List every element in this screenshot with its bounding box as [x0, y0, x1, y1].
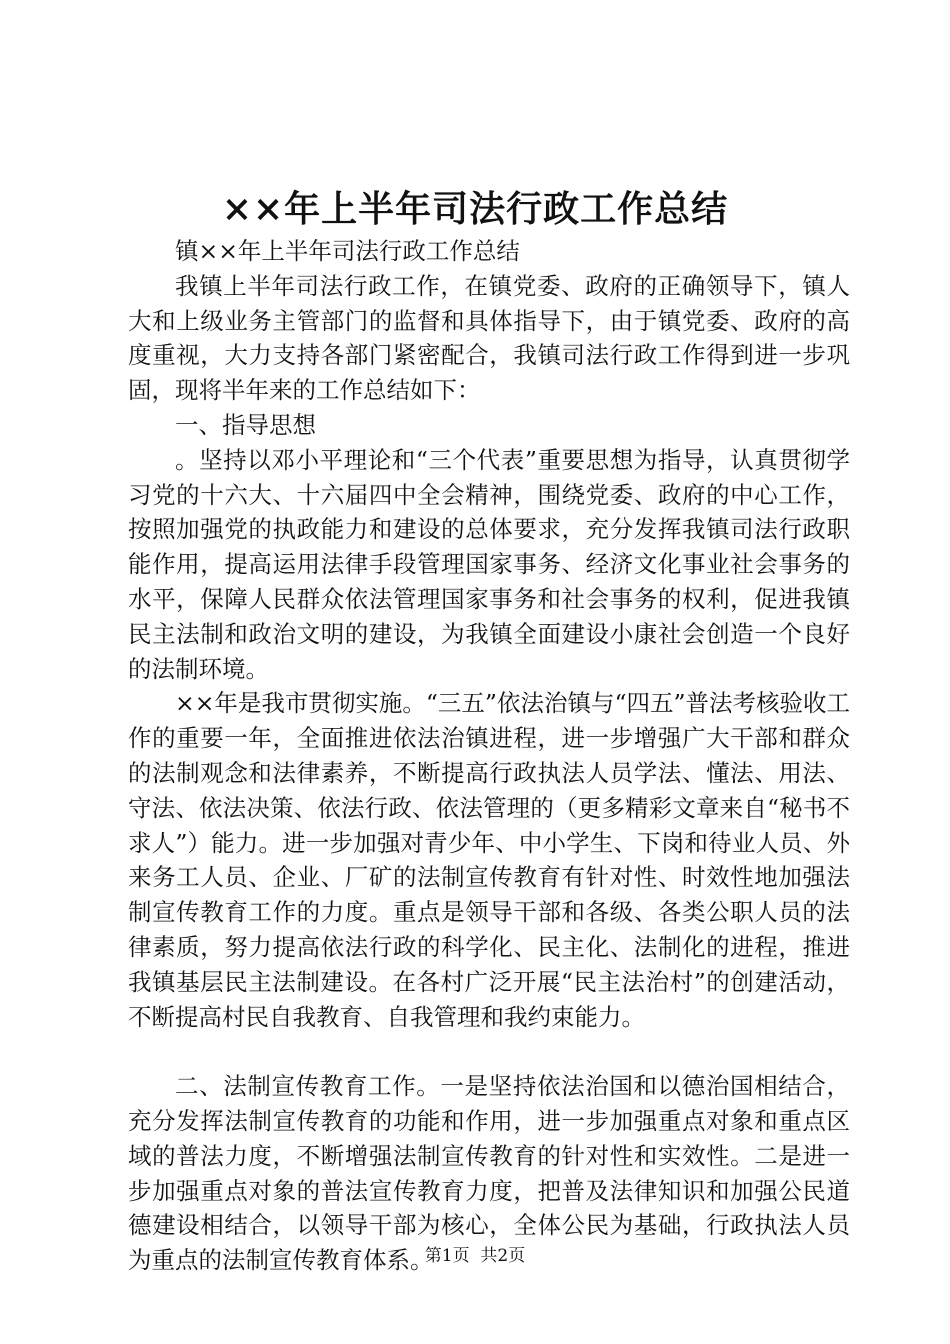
document-body — [128, 234, 850, 1278]
guiding-thought-paragraph: 。坚持以邓小平理论和“三个代表”重要思想为指导，认真贯彻学习党的十六大、十六届四中全会精神，围绕党委、政府的中心工作，按照加强党的执政能力和建设的总体要求，充分发挥我镇司法行政职能作用，提高运用法律手段管理国家事务、经济文化事业社会事务的水平，保障人民群众依法管理国家事务和社会事务的权利，促进我镇民主法制和政治文明的建设，为我镇全面建设小康社会创造一个良好的法制环境。 — [128, 445, 850, 683]
page-footer — [0, 1244, 950, 1268]
page-number: 第1页 — [424, 1246, 470, 1266]
section-heading-guiding-thought: 一、指导思想 — [175, 410, 316, 439]
subtitle-paragraph: 镇××年上半年司法行政工作总结 — [175, 237, 520, 265]
legal-education-paragraph: 二、法制宣传教育工作。一是坚持依法治国和以德治国相结合，充分发挥法制宣传教育的功能和作用，进一步加强重点对象和重点区域的普法力度，不断增强法制宣传教育的针对性和实效性。二是进一步加强重点对象的普法宣传教育力度，把普及法律知识和加强公民道德建设相结合，以领导干部为核心，全体公民为基础，行政执法人员为重点的法制宣传教育体系。 — [128, 1072, 850, 1275]
page-total: 共2页 — [480, 1246, 526, 1266]
document-title: ××年上半年司法行政工作总结 — [221, 188, 729, 230]
intro-paragraph: 我镇上半年司法行政工作，在镇党委、政府的正确领导下，镇人大和上级业务主管部门的监督和具体指导下，由于镇党委、政府的高度重视，大力支持各部门紧密配合，我镇司法行政工作得到进一步巩固，现将半年来的工作总结如下： — [128, 271, 850, 405]
annual-plan-paragraph: ××年是我市贯彻实施。“三五”依法治镇与“四五”普法考核验收工作的重要一年，全面推进依法治镇进程，进一步增强广大干部和群众的法制观念和法律素养，不断提高行政执法人员学法、懂法、用法、守法、依法决策、依法行政、依法管理的（更多精彩文章来自“秘书不求人”）能力。进一步加强对青少年、中小学生、下岗和待业人员、外来务工人员、企业、厂矿的法制宣传教育有针对性、时效性地加强法制宣传教育工作的力度。重点是领导干部和各级、各类公职人员的法律素质，努力提高依法行政的科学化、民主化、法制化的进程，推进我镇基层民主法制建设。在各村广泛开展“民主法治村”的创建活动，不断提高村民自我教育、自我管理和我约束能力。 — [128, 689, 850, 1031]
